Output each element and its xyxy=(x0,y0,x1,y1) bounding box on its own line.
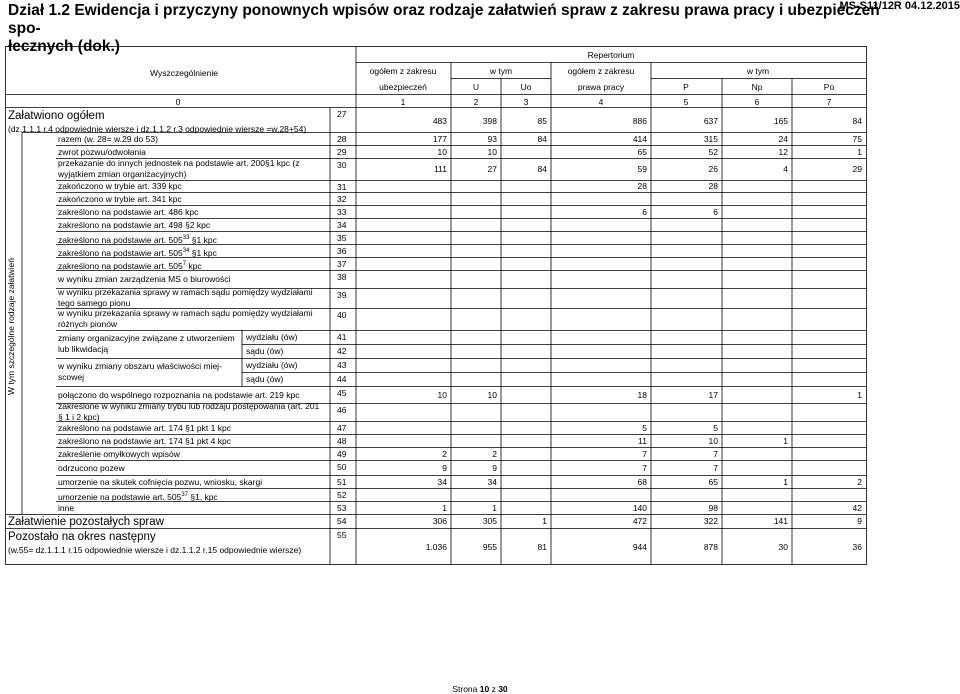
row-label-text: zakreślono na podstawie art. 505 xyxy=(58,247,183,258)
row-label-text: zakreślone w wyniku zmiany trybu lub rodzaju postępowania (art. 201 xyxy=(58,401,320,411)
table-cell: 81 xyxy=(537,541,547,552)
table-cell: 7 xyxy=(642,462,647,473)
row-number: 43 xyxy=(337,360,347,370)
table-cell: 29 xyxy=(852,164,862,174)
footer-page: 10 xyxy=(479,684,490,694)
row-label-text: przekazanie do innych jednostek na podstawie art. 200§1 kpc (z xyxy=(58,158,300,168)
row-number: 44 xyxy=(337,374,347,384)
table-cell: 5 xyxy=(642,422,647,433)
row-label-sup: 34 xyxy=(182,247,190,254)
table-cell: 36 xyxy=(852,541,862,552)
row-label-line2: różnych pionów xyxy=(58,319,118,329)
header-p: P xyxy=(683,82,689,92)
row-number: 37 xyxy=(337,259,347,269)
table-cell: 10 xyxy=(708,435,718,446)
table-cell: 1 xyxy=(857,389,862,400)
title-line-1: Dział 1.2 Ewidencja i przyczyny ponownych wpisów oraz rodzaje załatwień spraw z zakresu prawa pracy i ubezpieczeń spo- xyxy=(8,2,880,37)
row-label-line2: wyjątkiem zmian organizacyjnych) xyxy=(58,169,187,179)
table-cell: 9 xyxy=(442,462,447,473)
row-label xyxy=(58,401,319,411)
header-ogolem-pracy-2: prawa pracy xyxy=(577,82,625,92)
row-label-tail: kpc xyxy=(186,260,202,271)
row-label-sup: 7 xyxy=(182,260,187,267)
row-label-text: Załatwiono ogółem xyxy=(8,110,105,122)
table-cell: 305 xyxy=(482,516,497,526)
header-ogolem-ubezp: ogółem z zakresu xyxy=(369,66,437,76)
row-number: 31 xyxy=(337,182,347,192)
row-number: 41 xyxy=(337,332,347,342)
row-label xyxy=(58,207,198,217)
table-cell: 315 xyxy=(703,133,718,144)
table-cell: 7 xyxy=(642,448,647,459)
table-cell: 27 xyxy=(487,164,497,174)
row-label-text: zakreślono na podstawie art. 498 §2 kpc xyxy=(58,219,211,230)
row-number: 55 xyxy=(337,530,347,540)
row-label-text: inne xyxy=(58,502,75,513)
header-ogolem-ubezp-2: ubezpieczeń xyxy=(379,82,427,92)
row-sub-b: sądu (ów) xyxy=(246,346,284,356)
row-label-text: w wyniku zmian zarządzenia MS o biurowości xyxy=(58,274,231,284)
row-label-text: Załatwienie pozostałych spraw xyxy=(8,516,164,528)
row-label-line2: tego samego pionu xyxy=(58,298,131,308)
table-cell: 10 xyxy=(437,389,447,400)
table-cell: 111 xyxy=(434,164,447,174)
table-cell: 59 xyxy=(637,164,647,174)
table-cell: 10 xyxy=(437,146,447,157)
table-cell: 24 xyxy=(778,133,788,144)
table-cell: 34 xyxy=(437,476,447,487)
table-cell: 1 xyxy=(442,502,447,513)
row-label-text: zakreślono na podstawie art. 174 §1 pkt 1 kpc xyxy=(58,422,231,433)
row-label-text: razem (w. 28= w.29 do 53) xyxy=(58,133,158,144)
row-label xyxy=(58,147,146,157)
row-sublabel: (dz.1.1.1 r.4 odpowiednie wiersze i dz.1.1.2 r.3 odpowiednie wiersze =w.28+54) xyxy=(8,124,307,134)
row-label xyxy=(58,436,231,446)
table-cell: 140 xyxy=(632,502,647,513)
table-cell: 9 xyxy=(492,462,497,473)
table-cell: 414 xyxy=(632,133,647,144)
row-label xyxy=(58,477,262,487)
row-label-sup: 33 xyxy=(182,234,190,241)
footer-total: 30 xyxy=(498,684,508,694)
row-label-text: zmiany organizacyjne związane z utworzeniem xyxy=(58,333,235,343)
table-cell: 141 xyxy=(773,516,788,526)
header-u: U xyxy=(472,82,480,92)
row-sub-b: sądu (ów) xyxy=(246,374,284,384)
row-number: 51 xyxy=(337,477,347,487)
row-number: 50 xyxy=(337,462,347,472)
table-cell: 472 xyxy=(632,516,647,526)
row-label-tail: §1 kpc xyxy=(189,247,217,258)
row-number: 34 xyxy=(337,220,347,230)
row-label-text: zwrot pozwu/odwołania xyxy=(58,146,146,157)
row-number: 49 xyxy=(337,449,347,459)
row-label-line2: lub likwidacją xyxy=(58,344,109,354)
header-uo: Uo xyxy=(520,82,532,92)
table-cell: 30 xyxy=(778,541,788,552)
table-cell: 165 xyxy=(773,115,788,126)
row-label-text: umorzenie na podstawie art. 505 xyxy=(58,491,182,502)
row-label xyxy=(58,333,235,343)
table-cell: 1 xyxy=(492,502,497,513)
row-number: 52 xyxy=(337,490,347,500)
row-label-line2: scowej xyxy=(58,372,84,382)
table-cell: 17 xyxy=(708,389,718,400)
row-label-text: połączono do wspólnego rozpoznania na podstawie art. 219 kpc xyxy=(58,389,300,400)
row-number: 27 xyxy=(337,109,347,119)
table-cell: 4 xyxy=(783,164,788,174)
row-label xyxy=(58,361,222,371)
table-cell: 84 xyxy=(537,133,547,144)
row-label-text: zakończono w trybie art. 341 kpc xyxy=(58,193,182,204)
row-label xyxy=(58,423,231,433)
row-label xyxy=(58,503,74,513)
table-cell: 1 xyxy=(783,435,788,446)
table-cell: 93 xyxy=(487,133,497,144)
header-wyszczegolnienie: Wyszczególnienie xyxy=(150,68,218,78)
row-label xyxy=(58,308,313,318)
table-cell: 84 xyxy=(852,115,862,126)
row-label xyxy=(58,490,218,502)
table-cell: 9 xyxy=(857,516,862,526)
row-label-tail: §1, kpc xyxy=(188,491,218,502)
table-cell: 6 xyxy=(642,206,647,217)
header-repertorium: Repertorium xyxy=(587,50,635,60)
form-code: MS-S11/12R 04.12.2015 xyxy=(839,0,960,12)
column-number: 1 xyxy=(400,97,406,107)
column-number: 0 xyxy=(175,97,181,107)
row-sublabel: (w.55= dz.1.1.1 r.15 odpowiednie wiersze i dz.1.1.2 r.15 odpowiednie wiersze) xyxy=(8,545,302,555)
column-number: 3 xyxy=(523,97,529,107)
row-label xyxy=(58,134,158,144)
row-number: 42 xyxy=(337,346,347,356)
row-label xyxy=(58,194,182,204)
table-cell: 637 xyxy=(703,115,718,126)
column-number: 2 xyxy=(473,97,479,107)
table-cell: 65 xyxy=(637,146,647,157)
table-cell: 34 xyxy=(487,476,497,487)
table-cell: 398 xyxy=(482,115,497,126)
row-label-text: zakreślono na podstawie art. 486 kpc xyxy=(58,206,199,217)
table-cell: 28 xyxy=(637,181,647,191)
header-w-tym-a: w tym xyxy=(489,66,513,76)
column-number: 7 xyxy=(826,97,832,107)
table-cell: 306 xyxy=(432,516,447,526)
table-cell: 11 xyxy=(638,435,647,446)
row-label xyxy=(8,110,105,123)
table-cell: 10 xyxy=(487,146,497,157)
table-cell: 1.036 xyxy=(425,541,447,552)
column-number: 6 xyxy=(754,97,760,107)
header-po: Po xyxy=(823,82,835,92)
table-cell: 28 xyxy=(708,181,718,191)
table-cell: 6 xyxy=(713,206,718,217)
row-number: 46 xyxy=(337,405,347,415)
title-line-2: łecznych (dok.) xyxy=(8,38,120,55)
row-number: 28 xyxy=(337,134,347,144)
table-cell: 18 xyxy=(637,389,647,400)
row-number: 53 xyxy=(337,503,347,513)
table-cell: 98 xyxy=(708,502,718,513)
table-cell: 75 xyxy=(852,133,862,144)
row-label-line2: § 1 i 2 kpc) xyxy=(58,412,100,422)
row-number: 45 xyxy=(337,388,347,398)
table-cell: 955 xyxy=(482,541,497,552)
row-label xyxy=(58,158,299,168)
row-label-text: Pozostało na okres następny xyxy=(8,531,156,543)
row-label-text: zakreślenie omyłkowych wpisów xyxy=(58,448,180,459)
row-number: 32 xyxy=(337,194,347,204)
row-label xyxy=(58,246,217,258)
row-number: 30 xyxy=(337,160,347,170)
row-label xyxy=(8,531,156,544)
row-number: 38 xyxy=(337,272,347,282)
row-label xyxy=(8,516,164,529)
table-cell: 1 xyxy=(542,516,547,526)
row-label xyxy=(58,463,125,473)
table-cell: 322 xyxy=(703,516,718,526)
row-label xyxy=(58,259,202,271)
table-cell: 85 xyxy=(537,115,547,126)
table-cell: 2 xyxy=(492,448,497,459)
row-label-tail: §1 kpc xyxy=(189,234,217,245)
row-number: 36 xyxy=(337,246,347,256)
row-label xyxy=(58,181,182,191)
row-label xyxy=(58,233,217,245)
row-number: 48 xyxy=(337,436,347,446)
table-cell: 84 xyxy=(537,164,547,174)
table-cell: 878 xyxy=(703,541,718,552)
table-cell: 1 xyxy=(783,476,788,487)
row-sub-a: wydziału (ów) xyxy=(246,332,298,342)
row-number: 47 xyxy=(337,423,347,433)
header-w-tym-b: w tym xyxy=(746,66,770,76)
row-label xyxy=(58,274,230,284)
row-number: 39 xyxy=(337,290,347,300)
row-number: 54 xyxy=(337,516,347,526)
table-cell: 1 xyxy=(857,146,862,157)
row-label xyxy=(58,390,299,400)
row-label xyxy=(58,220,210,230)
table-cell: 68 xyxy=(637,476,647,487)
row-number: 29 xyxy=(337,147,347,157)
table-cell: 65 xyxy=(708,476,718,487)
table-cell: 2 xyxy=(442,448,447,459)
footer-prefix: Strona xyxy=(452,684,480,694)
row-number: 40 xyxy=(337,310,347,320)
row-sub-a: wydziału (ów) xyxy=(246,360,298,370)
row-label-text: zakreślono na podstawie art. 505 xyxy=(58,260,183,271)
row-label-text: w wyniku przekazania sprawy w ramach sądu pomiędzy wydziałami xyxy=(58,287,313,297)
row-label-text: umorzenie na skutek cofnięcia pozwu, wniosku, skargi xyxy=(58,476,263,487)
table-cell: 2 xyxy=(857,476,862,487)
row-label xyxy=(58,287,313,297)
footer-mid: z xyxy=(489,684,499,694)
row-label-text: w wyniku zmiany obszaru właściwości miej- xyxy=(58,361,222,371)
table-cell: 52 xyxy=(708,146,718,157)
table-cell: 26 xyxy=(708,164,718,174)
row-label-text: zakreślono na podstawie art. 505 xyxy=(58,234,183,245)
header-np: Np xyxy=(751,82,763,92)
table-cell: 944 xyxy=(632,541,647,552)
column-number: 5 xyxy=(683,97,689,107)
row-label-text: zakreślono na podstawie art. 174 §1 pkt 4 kpc xyxy=(58,435,231,446)
row-label xyxy=(58,449,180,459)
row-label-text: w wyniku przekazania sprawy w ramach sądu pomiędzy wydziałami xyxy=(58,308,313,318)
table-cell: 42 xyxy=(852,502,862,513)
row-label-sup: 37 xyxy=(181,491,189,498)
table-cell: 12 xyxy=(778,146,788,157)
table-cell: 7 xyxy=(713,462,718,473)
row-label-text: odrzucono pozew xyxy=(58,462,125,473)
table-cell: 886 xyxy=(632,115,647,126)
table-cell: 7 xyxy=(713,448,718,459)
side-label: W tym szczególne rodzaje załatwień xyxy=(6,257,16,395)
row-number: 35 xyxy=(337,233,347,243)
table-cell: 5 xyxy=(713,422,718,433)
header-ogolem-pracy: ogółem z zakresu xyxy=(567,66,635,76)
table-cell: 483 xyxy=(432,115,447,126)
row-label-text: zakończono w trybie art. 339 kpc xyxy=(58,181,182,191)
row-number: 33 xyxy=(337,207,347,217)
table-cell: 10 xyxy=(487,389,497,400)
column-number: 4 xyxy=(598,97,604,107)
table-cell: 177 xyxy=(432,133,447,144)
